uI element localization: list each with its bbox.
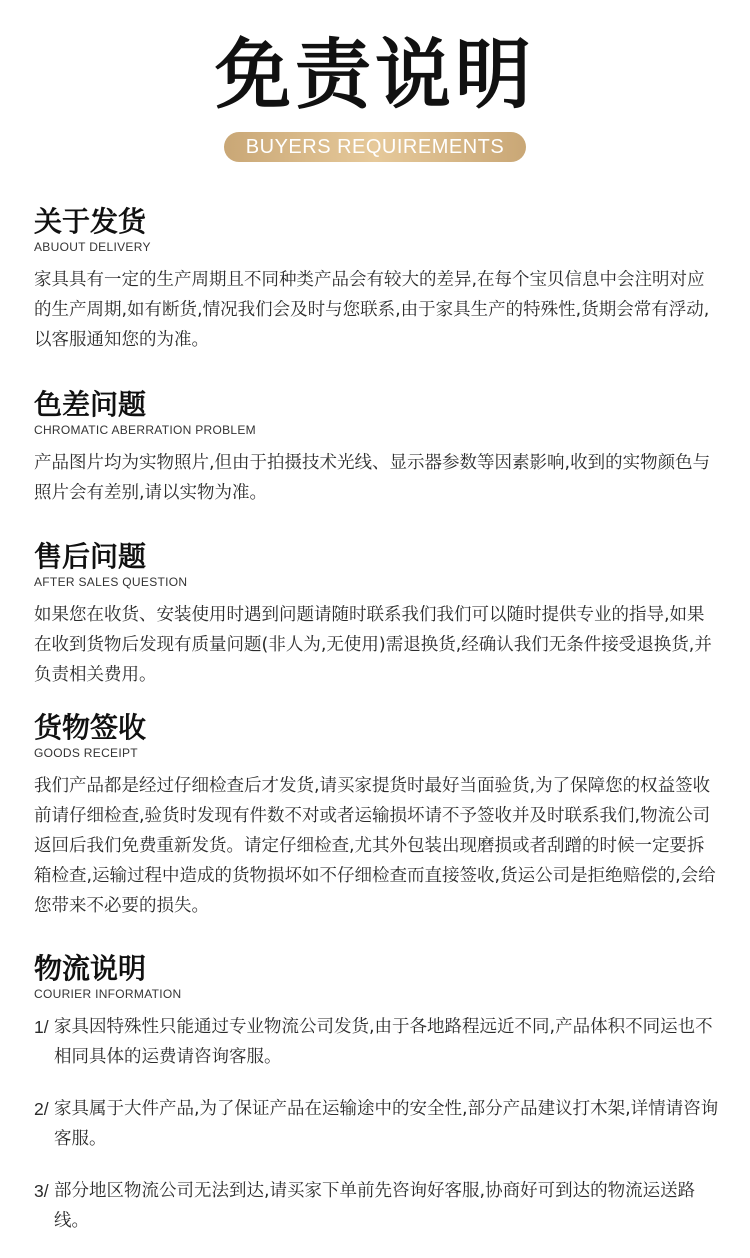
list-item: [34, 1176, 720, 1236]
list-number: 2/: [34, 1099, 49, 1119]
section-body: 产品图片均为实物照片,但由于拍摄技术光线、显示器参数等因素影响,收到的实物颜色与照片会有差别,请以实物为准。: [34, 453, 711, 503]
section-title: 关于发货: [34, 205, 147, 238]
list-number: 1/: [34, 1017, 49, 1037]
list-text: 部分地区物流公司无法到达,请买家下单前先咨询好客服,协商好可到达的物流运送路线。: [54, 1181, 696, 1231]
section-delivery: [34, 205, 720, 355]
section-goods-receipt: [34, 711, 720, 921]
section-color-difference: [34, 388, 720, 508]
section-body: 我们产品都是经过仔细检查后才发货,请买家提货时最好当面验货,为了保障您的权益签收前请仔细检查,验货时发现有件数不对或者运输损坏请不予签收并及时联系我们,物流公司返回后我们免费重新发货。请定仔细检查,尤其外包装出现磨损或者刮蹭的时候一定要拆箱检查,运输过程中造成的货物损坏如不仔细检查而直接签收,货运公司是拒绝赔偿的,会给您带来不必要的损失。: [34, 776, 716, 916]
section-after-sales: [34, 540, 720, 690]
section-title: 货物签收: [34, 711, 147, 744]
list-number: 3/: [34, 1181, 49, 1201]
list-item: [34, 1012, 720, 1072]
courier-list: [34, 1012, 720, 1236]
page-header: [0, 0, 750, 162]
section-subtitle: CHROMATIC ABERRATION PROBLEM: [34, 423, 256, 437]
page-title: 免责说明: [215, 30, 535, 119]
section-title: 售后问题: [34, 540, 147, 573]
subtitle-badge: BUYERS REQUIREMENTS: [224, 132, 526, 162]
section-subtitle: GOODS RECEIPT: [34, 746, 138, 760]
section-body: 如果您在收货、安装使用时遇到问题请随时联系我们我们可以随时提供专业的指导,如果在收到货物后发现有质量问题(非人为,无使用)需退换货,经确认我们无条件接受退换货,并负责相关费用。: [34, 605, 712, 685]
section-courier: [34, 952, 720, 1258]
list-item: [34, 1094, 720, 1154]
list-text: 家具属于大件产品,为了保证产品在运输途中的安全性,部分产品建议打木架,详情请咨询客服。: [54, 1099, 719, 1149]
section-title: 色差问题: [34, 388, 147, 421]
section-title: 物流说明: [34, 952, 147, 985]
section-subtitle: AFTER SALES QUESTION: [34, 575, 188, 589]
section-body: 家具具有一定的生产周期且不同种类产品会有较大的差异,在每个宝贝信息中会注明对应的生产周期,如有断货,情况我们会及时与您联系,由于家具生产的特殊性,货期会常有浮动,以客服通知您的为准。: [34, 270, 710, 350]
section-subtitle: ABUOUT DELIVERY: [34, 240, 151, 254]
list-text: 家具因特殊性只能通过专业物流公司发货,由于各地路程远近不同,产品体积不同运也不相同具体的运费请咨询客服。: [54, 1017, 713, 1067]
section-subtitle: COURIER INFORMATION: [34, 987, 182, 1001]
